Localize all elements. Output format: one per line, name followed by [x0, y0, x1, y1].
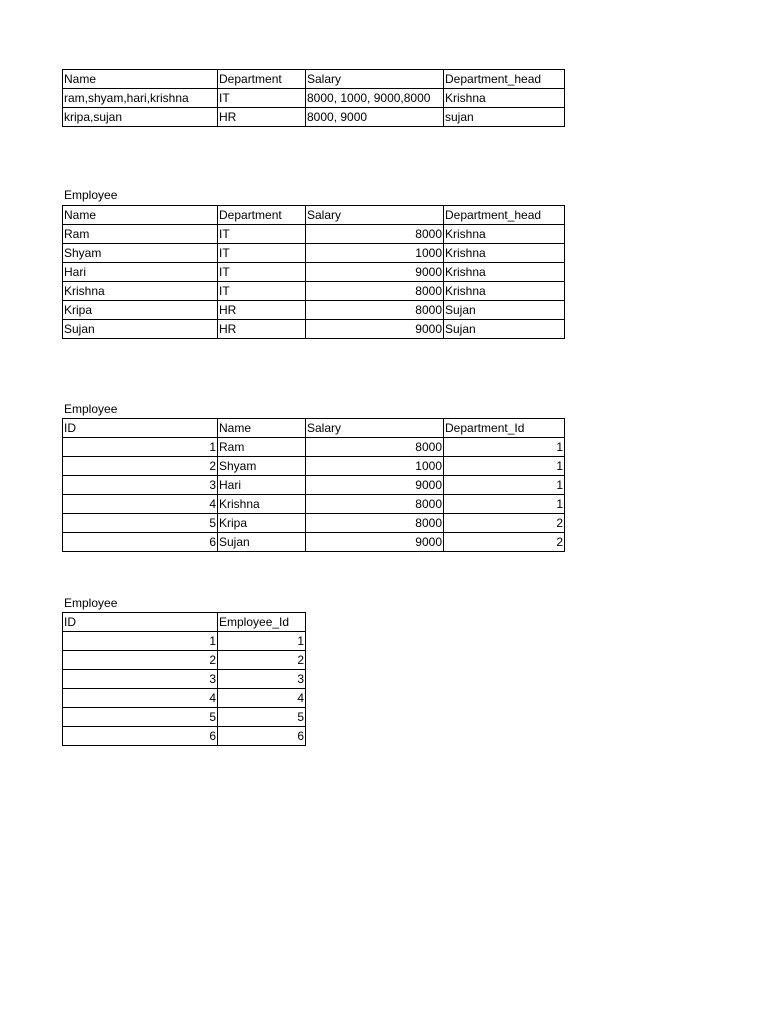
header-cell: ID	[63, 419, 218, 438]
table-cell: Ram	[63, 225, 218, 244]
employee-table-denormalized	[62, 205, 565, 339]
table-cell: 2	[63, 651, 218, 670]
table-cell: 5	[218, 708, 306, 727]
table-cell: 4	[63, 495, 218, 514]
table-cell: 9000	[306, 263, 444, 282]
header-cell: Name	[218, 419, 306, 438]
table-cell: HR	[218, 301, 306, 320]
employee-table-normalized	[62, 418, 565, 552]
table-cell: Kripa	[218, 514, 306, 533]
table-header-row	[63, 419, 565, 438]
employee-id-table	[62, 612, 306, 746]
header-cell: Department_head	[444, 70, 565, 89]
table-cell: 6	[63, 727, 218, 746]
table-cell: 6	[63, 533, 218, 552]
table-row	[63, 108, 565, 127]
table-cell: 3	[63, 476, 218, 495]
table-cell: Krishna	[444, 244, 565, 263]
table-cell: Krishna	[444, 263, 565, 282]
header-cell: Name	[63, 70, 218, 89]
table-header-row	[63, 613, 306, 632]
table-cell: HR	[218, 108, 306, 127]
table-row	[63, 438, 565, 457]
table-cell: 9000	[306, 320, 444, 339]
table-cell: 1000	[306, 244, 444, 263]
table-cell: IT	[218, 244, 306, 263]
table-cell: 8000	[306, 282, 444, 301]
table-cell: 3	[218, 670, 306, 689]
table-cell: 2	[444, 533, 565, 552]
header-cell: ID	[63, 613, 218, 632]
table-row	[63, 301, 565, 320]
table-row	[63, 495, 565, 514]
table-cell: 2	[444, 514, 565, 533]
table-cell: kripa,sujan	[63, 108, 218, 127]
table-cell: Hari	[63, 263, 218, 282]
table-cell: 1	[444, 457, 565, 476]
table-cell: 1000	[306, 457, 444, 476]
table-cell: Krishna	[444, 225, 565, 244]
table-cell: 4	[63, 689, 218, 708]
table-cell: Sujan	[63, 320, 218, 339]
table-cell: 1	[63, 438, 218, 457]
table-cell: 1	[444, 438, 565, 457]
table-caption: Employee	[64, 596, 118, 610]
table-cell: Ram	[218, 438, 306, 457]
table-cell: 1	[63, 632, 218, 651]
header-cell: Salary	[306, 419, 444, 438]
table-row	[63, 651, 306, 670]
table-cell: Sujan	[444, 301, 565, 320]
table-cell: 8000, 1000, 9000,8000	[306, 89, 444, 108]
denormalized-table	[62, 69, 565, 127]
header-cell: Department_head	[444, 206, 565, 225]
table-cell: Shyam	[63, 244, 218, 263]
header-cell: Salary	[306, 206, 444, 225]
table-cell: 8000	[306, 514, 444, 533]
table-header-row	[63, 206, 565, 225]
header-cell: Department	[218, 206, 306, 225]
table-row	[63, 670, 306, 689]
table-cell: sujan	[444, 108, 565, 127]
table-cell: 8000	[306, 495, 444, 514]
table-cell: Krishna	[444, 89, 565, 108]
table-row	[63, 225, 565, 244]
header-cell: Name	[63, 206, 218, 225]
header-cell: Department_Id	[444, 419, 565, 438]
table-cell: 8000, 9000	[306, 108, 444, 127]
table-cell: 1	[218, 632, 306, 651]
table-cell: 2	[63, 457, 218, 476]
table-cell: Krishna	[218, 495, 306, 514]
table-row	[63, 689, 306, 708]
table-cell: Sujan	[444, 320, 565, 339]
table-cell: 8000	[306, 438, 444, 457]
table-cell: HR	[218, 320, 306, 339]
table-cell: Kripa	[63, 301, 218, 320]
table-cell: Krishna	[444, 282, 565, 301]
table-cell: 8000	[306, 225, 444, 244]
table-row	[63, 708, 306, 727]
table-row	[63, 282, 565, 301]
table-row	[63, 320, 565, 339]
table-cell: 6	[218, 727, 306, 746]
table-cell: 1	[444, 476, 565, 495]
table-cell: Krishna	[63, 282, 218, 301]
table-cell: 4	[218, 689, 306, 708]
table-cell: 1	[444, 495, 565, 514]
table-header-row	[63, 70, 565, 89]
table-cell: 9000	[306, 476, 444, 495]
table-row	[63, 727, 306, 746]
header-cell: Employee_Id	[218, 613, 306, 632]
table-row	[63, 632, 306, 651]
table-caption: Employee	[64, 402, 118, 416]
table-row	[63, 89, 565, 108]
table-row	[63, 533, 565, 552]
table-cell: 8000	[306, 301, 444, 320]
table-cell: 2	[218, 651, 306, 670]
table-caption: Employee	[64, 188, 118, 202]
table-row	[63, 476, 565, 495]
table-cell: IT	[218, 282, 306, 301]
table-row	[63, 514, 565, 533]
table-cell: 5	[63, 514, 218, 533]
table-cell: IT	[218, 89, 306, 108]
table-cell: 9000	[306, 533, 444, 552]
table-row	[63, 263, 565, 282]
table-cell: 5	[63, 708, 218, 727]
table-row	[63, 457, 565, 476]
table-cell: 3	[63, 670, 218, 689]
table-cell: Shyam	[218, 457, 306, 476]
header-cell: Salary	[306, 70, 444, 89]
table-cell: IT	[218, 225, 306, 244]
table-cell: Sujan	[218, 533, 306, 552]
table-cell: IT	[218, 263, 306, 282]
table-row	[63, 244, 565, 263]
header-cell: Department	[218, 70, 306, 89]
table-cell: Hari	[218, 476, 306, 495]
table-cell: ram,shyam,hari,krishna	[63, 89, 218, 108]
